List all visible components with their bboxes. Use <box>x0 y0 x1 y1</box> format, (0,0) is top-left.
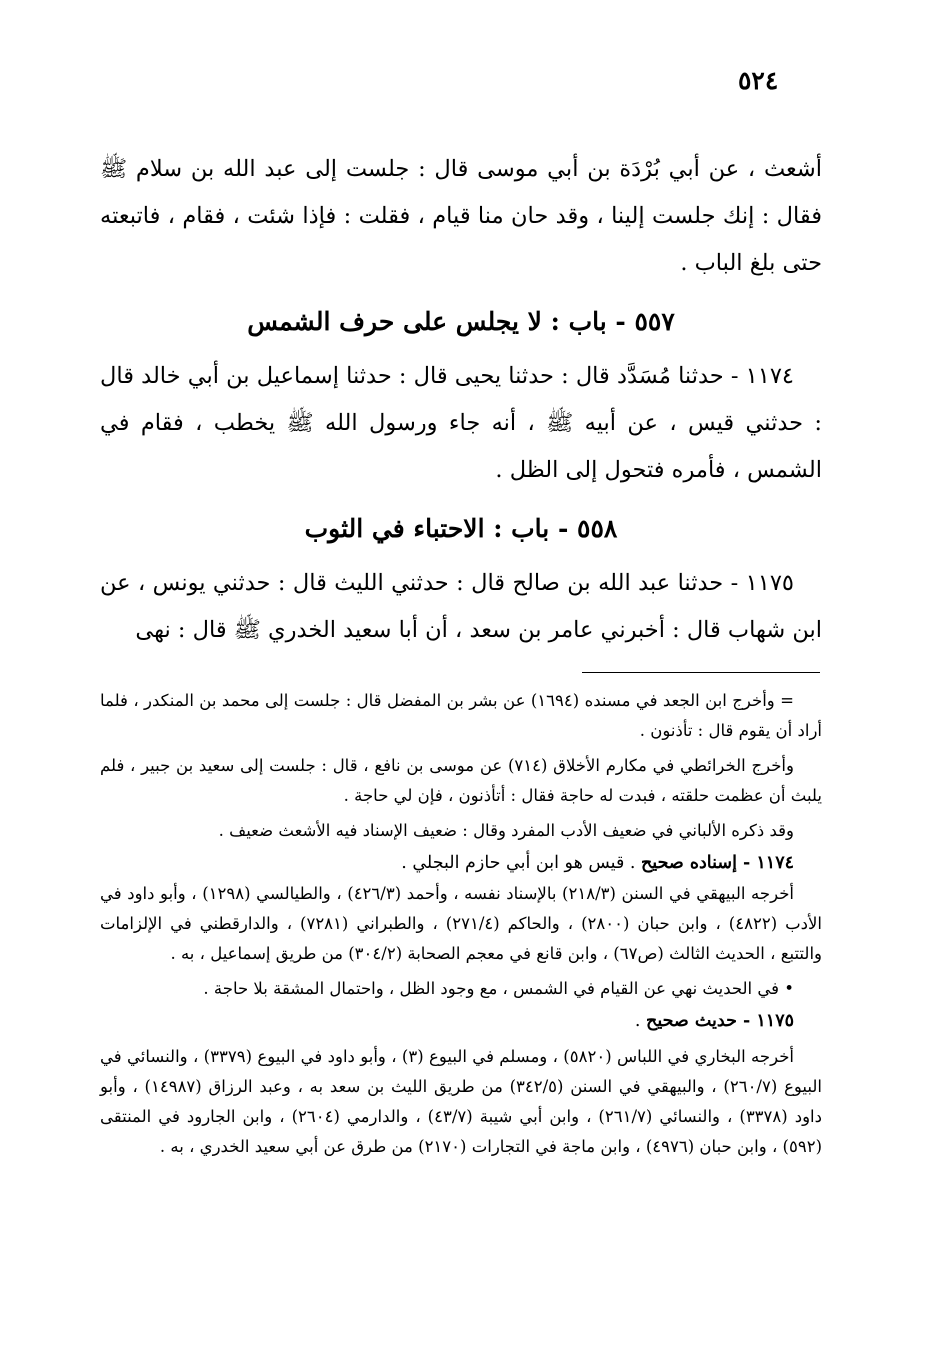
footnote-takhrij-1174: أخرجه البيهقي في السنن (٢١٨/٣) بالإسناد نفسه ، وأحمد (٤٢٦/٣) ، والطيالسي (١٢٩٨) ، وأبو داود في الأدب (٤٨٢٢) ، وابن حبان (٢٨٠٠) ، والحاكم (٢٧١/٤) ، والطبراني (٧٢٨١) ، والدارقطني في الإلزامات والتتبع ، الحديث الثالث (ص٦٧) ، وابن قانع في معجم الصحابة (٣٠٤/٢) من طريق إسماعيل ، به . <box>100 884 822 963</box>
grade-1175-note: . <box>634 1011 647 1031</box>
hadith-1174: ١١٧٤ - حدثنا مُسَدَّد قال : حدثنا يحيى قال : حدثنا إسماعيل بن أبي خالد قال : حدثني قيس ، عن أبيه ﷺ ، أنه جاء ورسول الله ﷺ يخطب ، فقام في الشمس ، فأمره فتحول إلى الظل . <box>100 363 822 483</box>
main-text <box>100 146 822 654</box>
chapter-heading-557: ٥٥٧ - باب : لا يجلس على حرف الشمس <box>247 307 675 336</box>
intro-paragraph: أشعث ، عن أبي بُرْدَة بن أبي موسى قال : جلست إلى عبد الله بن سلام ﷺ فقال : إنك جلست إلينا ، وقد حان منا قيام ، فقلت : فإذا شئت ، فقام ، فاتبعته حتى بلغ الباب . <box>100 156 822 276</box>
page-number: ٥٢٤ <box>738 66 779 95</box>
footnote-kharaiti: وأخرج الخرائطي في مكارم الأخلاق (٧١٤) عن موسى بن نافع ، قال : جلست إلى سعيد بن جبير ، فلم يلبث أن عظمت حلقته ، فبدت له حاجة فقال : أتأذنون ، فإن لي حاجة . <box>100 756 822 805</box>
grade-1175-label: ١١٧٥ - حديث صحيح <box>646 1011 794 1031</box>
footnote-albani: وقد ذكره الألباني في ضعيف الأدب المفرد وقال : ضعيف الإسناد فيه الأشعث ضعيف . <box>218 821 794 840</box>
footnote-takhrij-1175: أخرجه البخاري في اللباس (٥٨٢٠) ، ومسلم في البيوع (٣) ، وأبو داود في البيوع (٣٣٧٩) ، والنسائي في البيوع (٢٦٠/٧) ، والبيهقي في السنن (٣٤٢/٥) من طريق الليث بن سعد به ، وعبد الرزاق (١٤٩٨٧) ، وأبو داود (٣٣٧٨) ، والنسائي (٢٦١/٧) ، وابن أبي شيبة (٤٣/٧) ، والدارمي (٢٦٠٤) ، وابن الجارود في المنتقى (٥٩٢) ، وابن حبان (٤٩٧٦) ، وابن ماجة في التجارات (٢١٧٠) من طرق عن أبي سعيد الخدري ، به . <box>100 1047 823 1156</box>
chapter-heading-558: ٥٥٨ - باب : الاحتباء في الثوب <box>304 514 618 543</box>
footnote-continuation: = وأخرج ابن الجعد في مسنده (١٦٩٤) عن بشر بن المفضل قال : جلست إلى محمد بن المنكدر ، فلما أراد أن يقوم قال : تأذنون . <box>100 691 822 740</box>
hadith-1175: ١١٧٥ - حدثنا عبد الله بن صالح قال : حدثني الليث قال : حدثني يونس ، عن ابن شهاب قال : أخبرني عامر بن سعد ، أن أبا سعيد الخدري ﷺ قال : نهى <box>100 570 822 643</box>
footnote-benefit: • في الحديث نهي عن القيام في الشمس ، مع وجود الظل ، واحتمال المشقة بلا حاجة . <box>203 979 794 998</box>
footnote-heading-1175 <box>100 1006 822 1037</box>
footnotes <box>100 686 822 1162</box>
footnote-heading-1174 <box>100 848 822 879</box>
isnad-1174-label: ١١٧٤ - إسناده صحيح <box>641 853 794 873</box>
footnote-divider <box>582 672 820 673</box>
isnad-1174-note: . قيس هو ابن أبي حازم البجلي . <box>401 853 642 873</box>
